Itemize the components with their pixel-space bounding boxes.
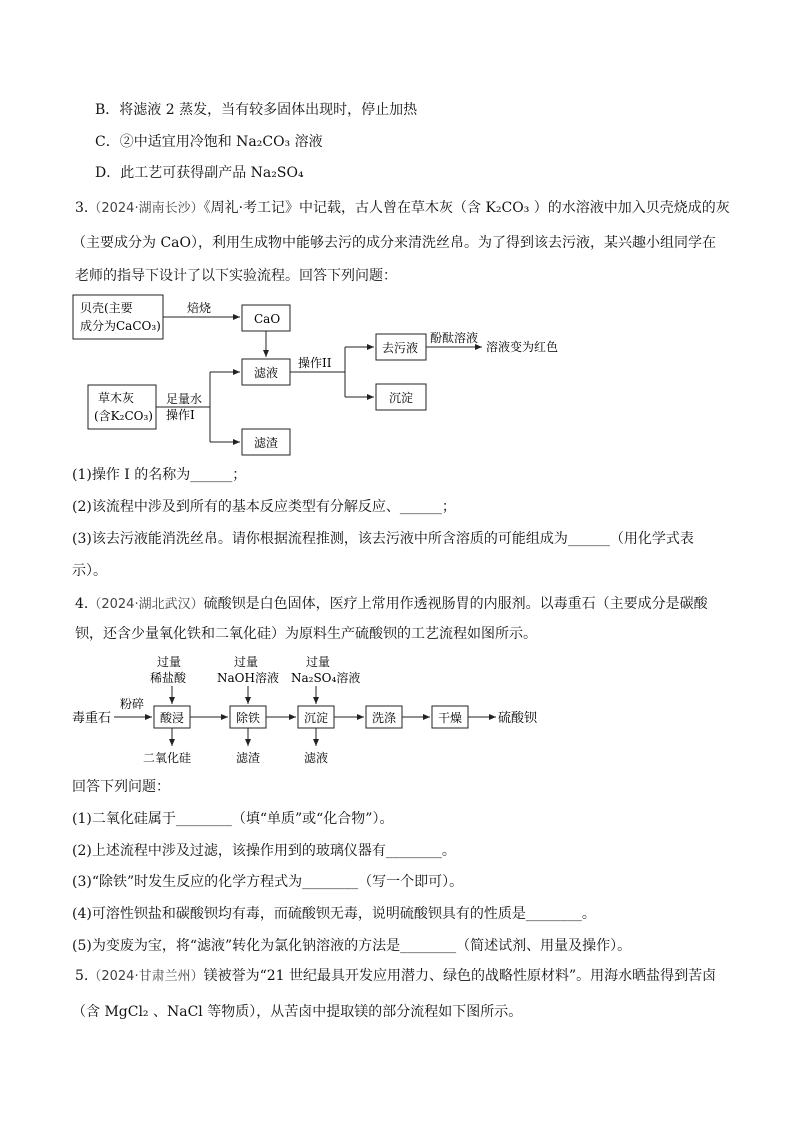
q3-number: 3. xyxy=(75,200,89,216)
q4-stem-line1 xyxy=(75,594,708,615)
q3-source: （2024·湖南长沙） xyxy=(88,201,204,216)
q3-sub3-line1: (3)该去污液能消洗丝帛。请你根据流程推测，该去污液中所含溶质的可能组成为______（用化学式表 xyxy=(72,531,694,547)
q3-sub3-line2: 示）。 xyxy=(72,563,107,579)
na2so4-label: Na₂SO₄溶液 xyxy=(291,671,361,685)
q5-stem-text: 镁被誉为“21 世纪最具开发应用潜力、绿色的战略性原材料”。用海水晒盐得到苦卤 xyxy=(203,968,717,984)
phenol-label: 酚酞溶液 xyxy=(430,331,479,345)
dry-label: 干燥 xyxy=(438,711,463,725)
q4-source: （2024·湖北武汉） xyxy=(88,597,204,612)
q4-sub5: (5)为变废为宝，将“滤液”转化为氯化钠溶液的方法是________（简述试剂、用量及操作）。 xyxy=(72,938,632,954)
excess-3: 过量 xyxy=(306,655,331,669)
wash-label: 洗涤 xyxy=(372,711,397,725)
q3-stem-line3: 老师的指导下设计了以下实验流程。回答下列问题： xyxy=(75,268,397,284)
leach-label: 酸浸 xyxy=(160,711,185,725)
precipitate-label: 沉淀 xyxy=(389,391,414,405)
shell-label-2: 成分为CaCO₃) xyxy=(80,319,161,333)
q4-flow-diagram xyxy=(0,650,794,770)
q4-number: 4. xyxy=(75,596,89,612)
ash-label-1: 草木灰 xyxy=(98,391,135,405)
q5-number: 5. xyxy=(75,968,89,984)
q4-sub4: (4)可溶性钡盐和碳酸钡均有毒，而硫酸钡无毒，说明硫酸钡具有的性质是________。 xyxy=(72,906,596,922)
q5-stem-line2: （含 MgCl₂ 、NaCl 等物质），从苦卤中提取镁的部分流程如下图所示。 xyxy=(72,1004,523,1020)
q4-sub3: (3)“除铁”时发生反应的化学方程式为________（写一个即可）。 xyxy=(72,874,464,890)
ash-label-2: (含K₂CO₃) xyxy=(94,409,153,423)
calcine-label: 焙烧 xyxy=(187,301,212,315)
q4-answer-prompt: 回答下列问题： xyxy=(72,779,170,795)
q3-stem-text: 《周礼·考工记》中记载，古人曾在草木灰（含 K₂CO₃ ）的水溶液中加入贝壳烧成的灰 xyxy=(203,200,730,216)
excess-1: 过量 xyxy=(157,655,182,669)
option-d: D．此工艺可获得副产品 Na₂SO₄ xyxy=(95,165,304,181)
q3-sub1: (1)操作 I 的名称为______； xyxy=(72,467,247,483)
excess-2: 过量 xyxy=(234,655,259,669)
q5-source: （2024·甘肃兰州） xyxy=(88,969,204,984)
option-c: C．②中适宜用冷饱和 Na₂CO₃ 溶液 xyxy=(95,134,323,150)
residue-label: 滤渣 xyxy=(254,436,279,450)
shell-label-1: 贝壳(主要 xyxy=(80,301,133,315)
detergent-label: 去污液 xyxy=(382,341,419,355)
naoh-label: NaOH溶液 xyxy=(217,671,279,685)
q4-stem-line2: 钡，还含少量氧化铁和二氧化硅）为原料生产硫酸钡的工艺流程如图所示。 xyxy=(75,626,537,642)
red-label: 溶液变为红色 xyxy=(486,340,559,354)
q3-sub2: (2)该流程中涉及到所有的基本反应类型有分解反应、______； xyxy=(72,499,456,515)
q4-residue-label: 滤渣 xyxy=(236,751,261,765)
sio2-label: 二氧化硅 xyxy=(143,751,192,765)
option-b: B．将滤液 2 蒸发，当有较多固体出现时，停止加热 xyxy=(95,102,418,118)
q4-sub2: (2)上述流程中涉及过滤，该操作用到的玻璃仪器有________。 xyxy=(72,843,456,859)
product-label: 硫酸钡 xyxy=(498,711,538,726)
op1-label: 操作I xyxy=(166,408,195,422)
op2-label: 操作II xyxy=(298,356,332,370)
q3-stem-line2: （主要成分为 CaO），利用生成物中能够去污的成分来清洗丝帛。为了得到该去污液，某兴趣小组同学在 xyxy=(72,235,716,251)
water-label: 足量水 xyxy=(166,392,203,406)
q4-stem-text: 硫酸钡是白色固体，医疗上常用作透视肠胃的内服剂。以毒重石（主要成分是碳酸 xyxy=(203,596,708,612)
q3-stem-line1 xyxy=(75,198,730,219)
ore-label: 毒重石 xyxy=(72,711,112,726)
deiron-label: 除铁 xyxy=(236,711,261,725)
filtrate-label: 滤液 xyxy=(254,366,279,380)
q5-stem-line1 xyxy=(75,966,716,987)
hcl-label: 稀盐酸 xyxy=(150,671,187,685)
q4-filtrate-label: 滤液 xyxy=(304,751,329,765)
crush-label: 粉碎 xyxy=(120,697,145,711)
q3-flow-diagram xyxy=(0,285,794,465)
q4-sub1: (1)二氧化硅属于________（填“单质”或“化合物”）。 xyxy=(72,811,394,827)
cao-label: CaO xyxy=(254,312,281,326)
precip-label: 沉淀 xyxy=(304,711,329,725)
